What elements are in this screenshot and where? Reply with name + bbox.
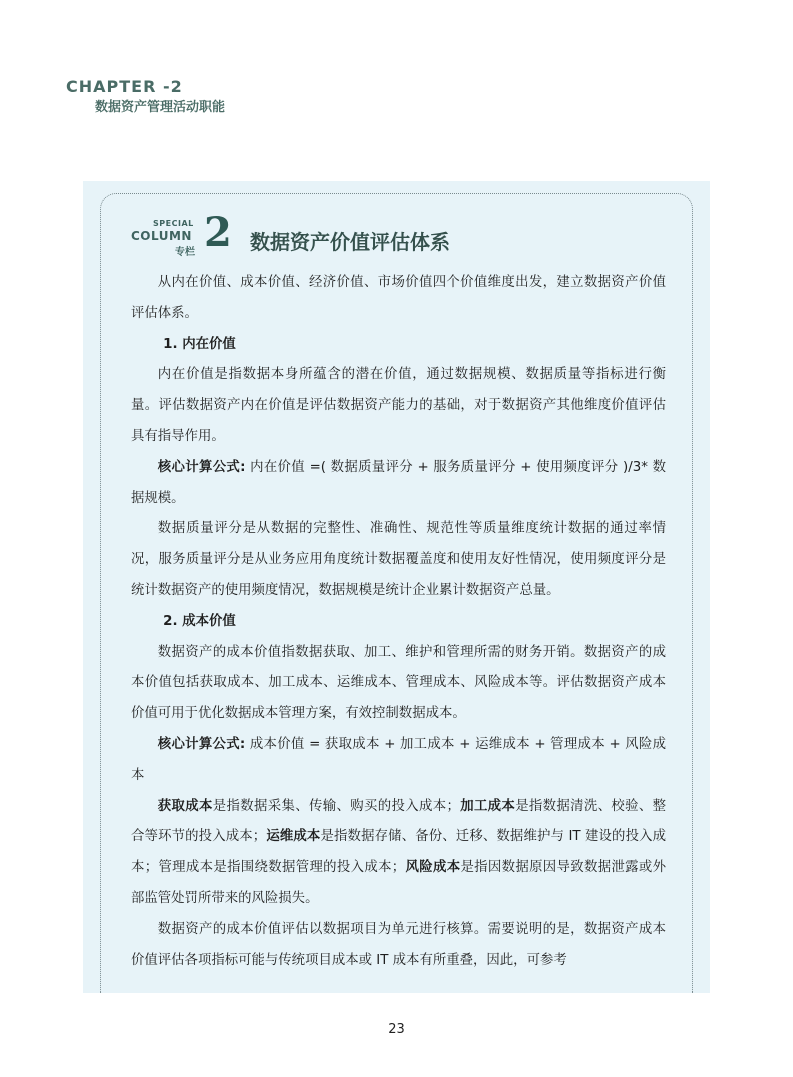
- heading-intrinsic-value: 1. 内在价值: [163, 336, 236, 352]
- cost-definitions-paragraph: [131, 792, 666, 915]
- article-body: [131, 268, 666, 976]
- definition-text: 是指数据存储、备份、迁移、数据维护与 IT 建设的投入成本；管理成本是指围绕数据管理的投入成本；: [131, 829, 667, 876]
- accounting-paragraph: 数据资产的成本价值评估以数据项目为单元进行核算。需要说明的是，数据资产成本价值评估各项指标可能与传统项目成本或 IT 成本有所重叠，因此，可参考: [131, 921, 666, 968]
- badge-special-text: SPECIAL: [153, 219, 194, 228]
- formula-label: 核心计算公式:: [157, 459, 246, 475]
- score-explanation-paragraph: 数据质量评分是从数据的完整性、准确性、规范性等质量维度统计数据的通过率情况，服务质量评分是从业务应用角度统计数据覆盖度和使用友好性情况，使用频度评分是统计数据资产的使用频度情况，数据规模是统计企业累计数据资产总量。: [131, 521, 666, 598]
- special-column-badge: [131, 209, 236, 258]
- term-acquisition-cost: 获取成本: [157, 798, 213, 814]
- definition-text: 是指数据采集、传输、购买的投入成本；: [212, 798, 460, 814]
- term-processing-cost: 加工成本: [459, 798, 516, 814]
- term-operations-cost: 运维成本: [266, 829, 321, 845]
- badge-column-text: COLUMN: [131, 229, 192, 243]
- term-risk-cost: 风险成本: [405, 860, 461, 876]
- definition-text: 是指数据清洗、校验、整合等环节的投入成本；: [131, 798, 667, 845]
- formula-intrinsic: [131, 453, 666, 515]
- formula-cost: [131, 730, 666, 792]
- formula-label: 核心计算公式:: [157, 736, 246, 752]
- cost-value-paragraph: 数据资产的成本价值指数据获取、加工、维护和管理所需的财务开销。数据资产的成本价值包括获取成本、加工成本、运维成本、管理成本、风险成本等。评估数据资产成本价值可用于优化数据成本管理方案，有效控制数据成本。: [131, 644, 666, 722]
- section-title: 数据资产价值评估体系: [250, 230, 450, 254]
- formula-text: 成本价值 = 获取成本 + 加工成本 + 运维成本 + 管理成本 + 风险成本: [131, 736, 666, 783]
- intrinsic-value-paragraph: 内在价值是指数据本身所蕴含的潜在价值，通过数据规模、数据质量等指标进行衡量。评估数据资产内在价值是评估数据资产能力的基础，对于数据资产其他维度价值评估具有指导作用。: [131, 367, 666, 444]
- chapter-label: CHAPTER -2: [66, 77, 183, 96]
- page-number: 23: [388, 1022, 405, 1037]
- badge-number: 2: [204, 209, 232, 256]
- heading-cost-value: 2. 成本价值: [163, 613, 236, 629]
- definition-text: 是指因数据原因导致数据泄露或外部监管处罚所带来的风险损失。: [131, 860, 667, 906]
- formula-text: 内在价值 =( 数据质量评分 + 服务质量评分 + 使用频度评分 )/3* 数据规模。: [131, 459, 666, 506]
- chapter-subtitle: 数据资产管理活动职能: [95, 100, 226, 115]
- badge-zhuanlan-text: 专栏: [175, 247, 195, 258]
- intro-paragraph: 从内在价值、成本价值、经济价值、市场价值四个价值维度出发，建立数据资产价值评估体系。: [131, 275, 666, 321]
